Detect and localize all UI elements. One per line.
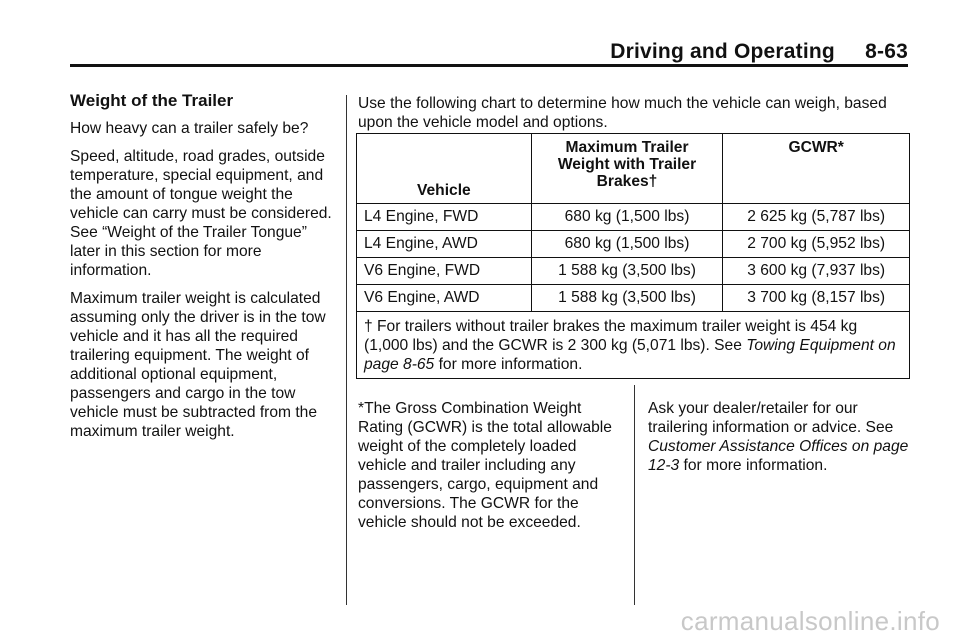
cell-trailer-weight: 680 kg (1,500 lbs)	[531, 204, 723, 231]
header-max-trailer-weight: Maximum Trailer Weight with Trailer Brakes†	[531, 134, 723, 204]
cell-vehicle: L4 Engine, FWD	[357, 204, 532, 231]
cell-vehicle: V6 Engine, FWD	[357, 258, 532, 285]
table-intro: Use the following chart to determine how much the vehicle can weigh, based upon the vehicle model and options.	[358, 95, 887, 131]
cell-gcwr: 2 625 kg (5,787 lbs)	[723, 204, 910, 231]
header-rule	[70, 64, 908, 67]
table-row	[357, 231, 910, 258]
cell-trailer-weight: 680 kg (1,500 lbs)	[531, 231, 723, 258]
column-divider-left	[346, 95, 347, 605]
page-number: 8-63	[865, 40, 908, 63]
paragraph-question: How heavy can a trailer safely be?	[70, 120, 309, 137]
gcwr-note: *The Gross Combination Weight Rating (GCWR) is the total allowable weight of the completely loaded vehicle and trailer including any passengers, cargo, equipment and conversions. The GCWR for the vehicle should not be exceeded.	[358, 400, 612, 531]
footnote-suffix: for more information.	[434, 356, 583, 373]
cell-vehicle: V6 Engine, AWD	[357, 285, 532, 312]
left-column	[70, 90, 332, 450]
cell-gcwr: 3 600 kg (7,937 lbs)	[723, 258, 910, 285]
column-divider-right	[634, 385, 635, 605]
table-row	[357, 258, 910, 285]
header-gcwr: GCWR*	[723, 134, 910, 204]
page-header	[610, 40, 908, 64]
watermark: carmanualsonline.info	[680, 606, 940, 636]
table-header-row	[357, 134, 910, 204]
paragraph-max-weight: Maximum trailer weight is calculated assuming only the driver is in the tow vehicle and it has all the required trailering equipment. The weight of additional optional equipment, passengers and cargo in the tow vehicle must be subtracted from the maximum trailer weight.	[70, 290, 326, 440]
gcwr-note-column	[358, 399, 622, 532]
footnote-text: † For trailers without trailer brakes the maximum trailer weight is 454 kg (1,000 lbs) and the GCWR is 2 300 kg (5,071 lbs). See	[364, 318, 858, 354]
cell-gcwr: 3 700 kg (8,157 lbs)	[723, 285, 910, 312]
trailer-weight-table	[356, 133, 910, 379]
cell-trailer-weight: 1 588 kg (3,500 lbs)	[531, 258, 723, 285]
paragraph-factors: Speed, altitude, road grades, outside temperature, special equipment, and the amount of tongue weight the vehicle can carry must be considered. See “Weight of the Trailer Tongue” later in this section for more information.	[70, 148, 332, 279]
dealer-note	[648, 399, 910, 475]
table-footnote-row	[357, 312, 910, 379]
section-title: Driving and Operating	[610, 40, 835, 63]
header-vehicle: Vehicle	[357, 134, 532, 204]
cell-trailer-weight: 1 588 kg (3,500 lbs)	[531, 285, 723, 312]
customer-assistance-link[interactable]: Customer Assistance Offices on page 12-3	[648, 438, 909, 474]
table-row	[357, 285, 910, 312]
dealer-note-suffix: for more information.	[679, 457, 828, 474]
section-heading: Weight of the Trailer	[70, 91, 234, 110]
table-footnote	[357, 312, 910, 379]
dealer-note-text: Ask your dealer/retailer for our trailering information or advice. See	[648, 400, 894, 436]
towing-equipment-link[interactable]: Towing Equipment on page 8-65	[364, 337, 896, 373]
table-row	[357, 204, 910, 231]
cell-gcwr: 2 700 kg (5,952 lbs)	[723, 231, 910, 258]
cell-vehicle: L4 Engine, AWD	[357, 231, 532, 258]
dealer-note-column	[648, 399, 910, 475]
